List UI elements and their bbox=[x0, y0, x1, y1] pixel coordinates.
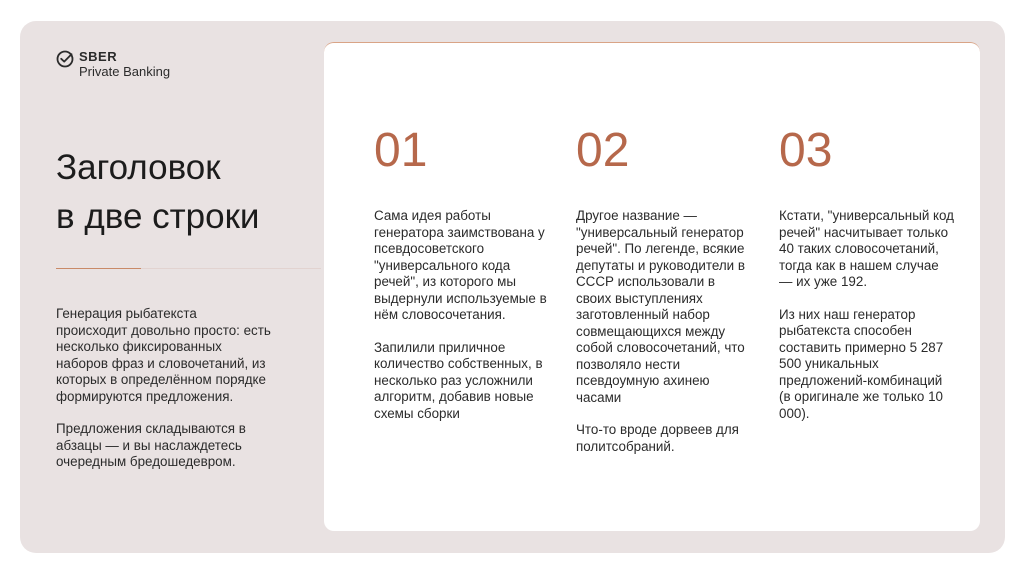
brand-name: SBER bbox=[79, 49, 118, 64]
column-paragraph-2: Что-то вроде дорвеев для политсобраний. bbox=[576, 422, 739, 454]
intro-paragraph-1: Генерация рыбатекста происходит довольно просто: есть несколько фиксированных наборов фраз и словочетаний, из которых в определённом порядке формируются предложения. bbox=[56, 306, 271, 404]
column-paragraph-2: Запилили приличное количество собственных, в несколько раз усложнили алгоритм, добавив новые схемы сборки bbox=[374, 339, 543, 421]
column-number: 02 bbox=[576, 124, 630, 177]
column-03 bbox=[779, 125, 954, 438]
title-line-2: в две строки bbox=[56, 197, 260, 236]
accent-divider bbox=[56, 268, 141, 269]
column-number: 03 bbox=[779, 124, 833, 177]
intro-paragraph-2: Предложения складываются в абзацы — и вы наслаждетесь очередным бредошедевром. bbox=[56, 421, 246, 469]
intro-text bbox=[56, 306, 271, 487]
brand-subtitle: Private Banking bbox=[79, 64, 171, 79]
sber-check-logo-icon bbox=[56, 50, 74, 68]
page-title bbox=[56, 143, 336, 241]
title-line-1: Заголовок bbox=[56, 148, 221, 187]
sber-logo bbox=[56, 49, 170, 79]
column-paragraph-1: Кстати, "универсальный код речей" насчитывает только 40 таких словосочетаний, тогда как в нашем случае — их уже 192. bbox=[779, 208, 954, 289]
column-02 bbox=[576, 125, 751, 471]
faint-divider bbox=[141, 268, 321, 269]
column-paragraph-2: Из них наш генератор рыбатекста способен составить примерно 5 287 500 уникальных предложений-комбинаций (в оригинале же только 10 000). bbox=[779, 306, 944, 421]
slide-background bbox=[20, 21, 1005, 553]
column-paragraph-1: Сама идея работы генератора заимствована у псевдосоветского "универсального кода речей", из которого мы выдернули используемые в нём словосочетания. bbox=[374, 208, 547, 322]
column-paragraph-1: Другое название — "универсальный генератор речей". По легенде, всякие депутаты и руководители в СССР использовали в своих выступлениях заготовленный набор совмещающихся между собой словосочетаний, что позволяло нести псевдоумную ахинею часами bbox=[576, 208, 745, 405]
column-number: 01 bbox=[374, 124, 428, 177]
column-01 bbox=[374, 125, 549, 438]
content-card bbox=[324, 42, 980, 531]
